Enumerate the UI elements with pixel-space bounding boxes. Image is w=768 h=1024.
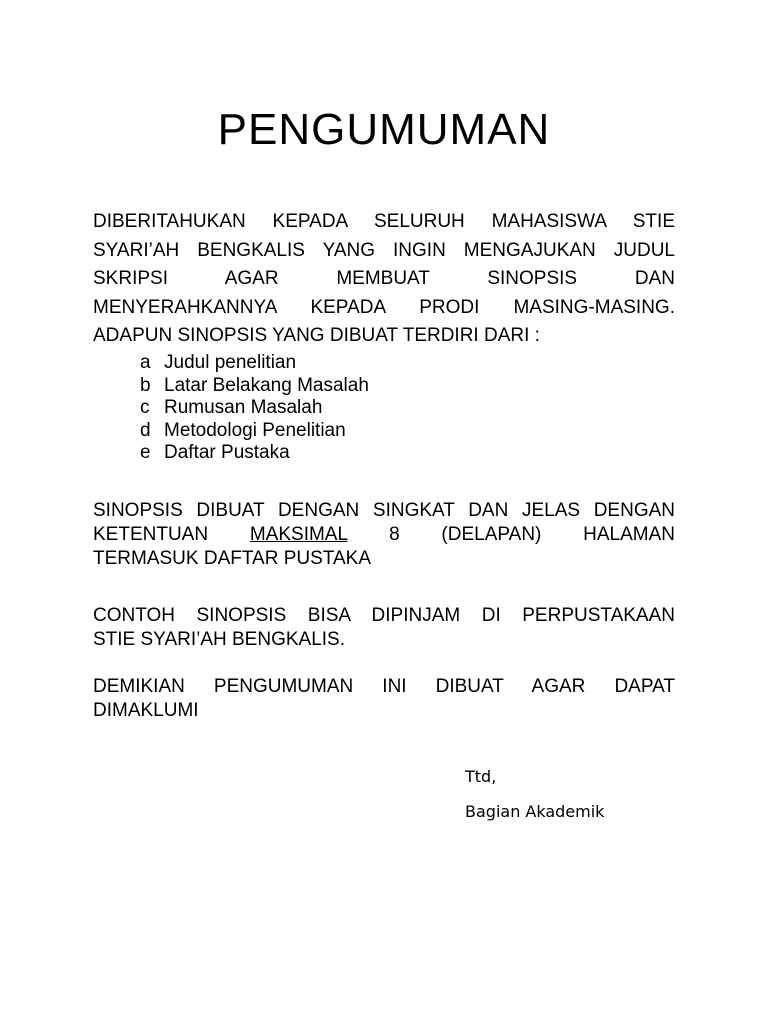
list-item-label: c [140, 397, 150, 419]
list-item-label: b [140, 374, 151, 396]
format-line [93, 523, 675, 547]
list-item-text: Metodologi Penelitian [164, 419, 346, 441]
signature-ttd: Ttd, [465, 767, 497, 786]
list-item [140, 442, 369, 465]
example-paragraph [93, 604, 675, 652]
signature-department: Bagian Akademik [465, 802, 605, 821]
list-item-label: a [140, 352, 151, 373]
list-item-text: Judul penelitian [164, 352, 297, 373]
intro-line: DIBERITAHUKAN KEPADA SELURUH MAHASISWA STIE [93, 211, 675, 232]
example-line: CONTOH SINOPSIS BISA DIPINJAM DI PERPUSTAKAAN [93, 605, 675, 626]
intro-line: SYARI’AH BENGKALIS YANG INGIN MENGAJUKAN JUDUL [93, 239, 675, 261]
synopsis-contents-list [140, 352, 369, 465]
closing-paragraph [93, 675, 675, 723]
list-item-text: Daftar Pustaka [164, 442, 290, 464]
list-item-label: e [140, 442, 151, 464]
page-title: PENGUMUMAN [217, 105, 551, 154]
intro-line: MENYERAHKANNYA KEPADA PRODI MASING-MASING. [93, 296, 675, 318]
format-line: TERMASUK DAFTAR PUSTAKA [93, 548, 371, 569]
list-item-label: d [140, 419, 151, 441]
format-line-text: KETENTUAN [93, 524, 250, 545]
list-item [140, 352, 369, 375]
list-item [140, 420, 369, 443]
closing-line: DEMIKIAN PENGUMUMAN INI DIBUAT AGAR DAPAT [93, 676, 675, 697]
list-item [140, 397, 369, 420]
emphasized-word: MAKSIMAL [249, 524, 348, 545]
list-item [140, 375, 369, 398]
intro-line: ADAPUN SINOPSIS YANG DIBUAT TERDIRI DARI : [93, 325, 540, 346]
example-line: STIE SYARI’AH BENGKALIS. [93, 629, 346, 650]
closing-line: DIMAKLUMI [93, 700, 199, 721]
list-item-text: Rumusan Masalah [164, 397, 323, 419]
format-line-text: 8 (DELAPAN) HALAMAN [347, 524, 675, 545]
intro-line: SKRIPSI AGAR MEMBUAT SINOPSIS DAN [93, 268, 675, 289]
format-paragraph [93, 499, 675, 571]
intro-paragraph [93, 208, 675, 351]
list-item-text: Latar Belakang Masalah [164, 374, 369, 396]
format-line: SINOPSIS DIBUAT DENGAN SINGKAT DAN JELAS DENGAN [93, 500, 675, 521]
